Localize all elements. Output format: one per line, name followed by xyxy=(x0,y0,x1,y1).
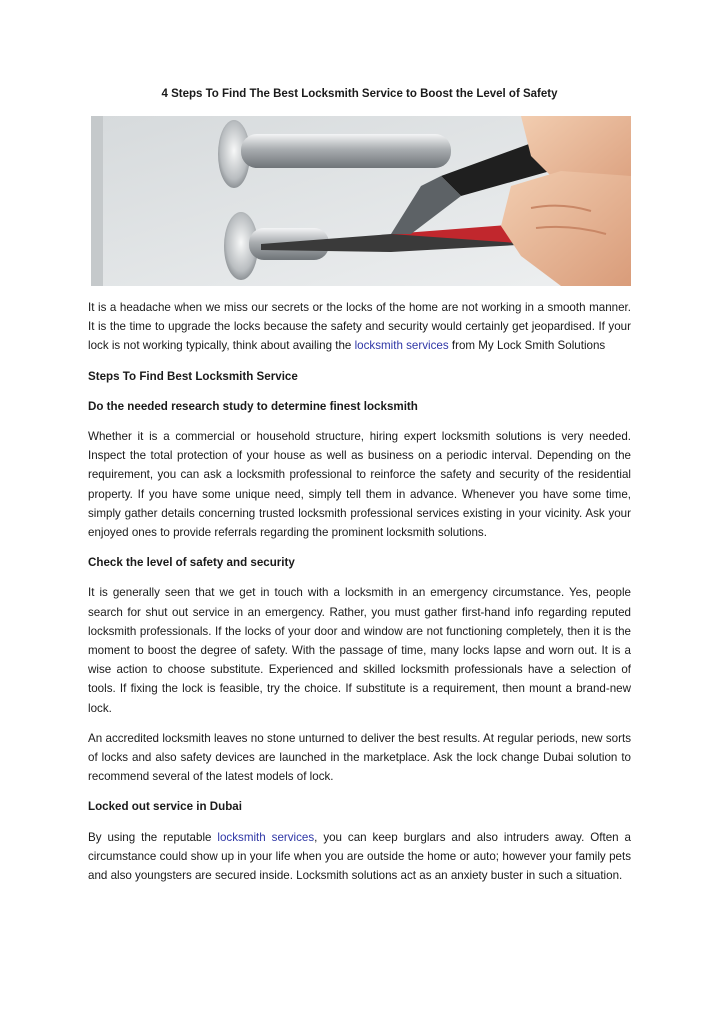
heading-research: Do the needed research study to determine finest locksmith xyxy=(88,399,418,413)
heading-safety: Check the level of safety and security xyxy=(88,556,295,570)
article-body xyxy=(88,298,631,885)
heading-locked-out: Locked out service in Dubai xyxy=(88,800,242,814)
heading-steps: Steps To Find Best Locksmith Service xyxy=(88,369,298,383)
paragraph-locked-out: By using the reputable locksmith services, you can keep burglars and also intruders away. Often a circumstance could show up in your life when you are outside the home or auto; however your family pets and also youngsters are secured inside. Locksmith solutions act as an anxiety buster in such a situation. xyxy=(88,830,631,883)
locksmith-services-link[interactable]: locksmith services xyxy=(354,339,449,353)
locksmith-services-link-2[interactable]: locksmith services xyxy=(217,830,315,844)
paragraph-accredited: An accredited locksmith leaves no stone unturned to deliver the best results. At regular periods, new sorts of locks and also safety devices are launched in the marketplace. Ask the lock change Dubai solution to recommend several of the latest models of lock. xyxy=(88,731,631,784)
locksmith-photo xyxy=(91,116,631,286)
document-title: 4 Steps To Find The Best Locksmith Service to Boost the Level of Safety xyxy=(161,88,558,100)
intro-paragraph: It is a headache when we miss our secrets or the locks of the home are not working in a smooth manner. It is the time to upgrade the locks because the safety and security would certainly get jeopardised. If your lock is not working typically, think about availing the locksmith services from My Lock Smith Solutions xyxy=(88,301,631,353)
paragraph-research: Whether it is a commercial or household structure, hiring expert locksmith solutions is very needed. Inspect the total protection of your house as well as business on a periodic interval. Depending on the requirement, you can ask a locksmith professional to reinforce the safety and security of the residential property. If you have some unique need, simply tell them in advance. Whenever you have some time, simply gather details concerning trusted locksmith professional services existing in your vicinity. Ask your enjoyed ones to provide referrals regarding the prominent locksmith solutions. xyxy=(88,430,631,540)
paragraph-safety: It is generally seen that we get in touch with a locksmith in an emergency circumstance. Yes, people search for shut out service in an emergency. Rather, you must gather first-hand info regarding reputed locksmith professionals. If the locks of your door and window are not functioning completely, then it is the moment to boost the degree of safety. With the passage of time, many locks lapse and worn out. It is a wise action to choose substitute. Experienced and skilled locksmith professionals have a selection of tools. If fixing the lock is feasible, try the choice. If substitute is a requirement, then mount a brand-new lock. xyxy=(88,586,631,715)
